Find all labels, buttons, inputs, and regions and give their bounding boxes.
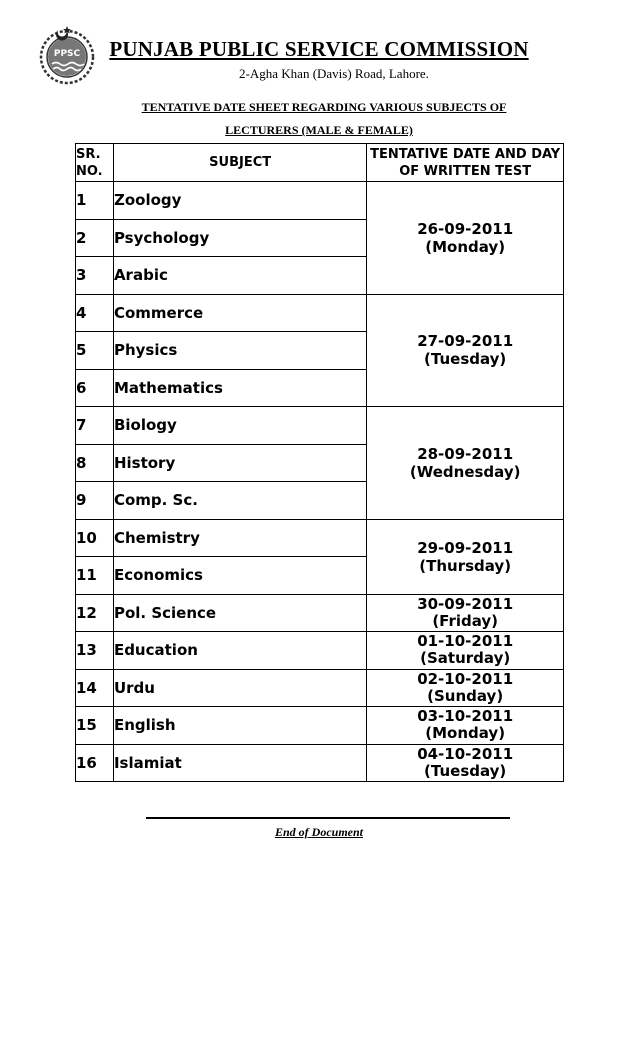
table-row (76, 632, 564, 670)
table-row (76, 294, 564, 332)
end-divider (146, 817, 510, 819)
test-date-cell (367, 294, 564, 407)
row-subject: Islamiat (113, 744, 366, 782)
test-date: 30-09-2011 (417, 594, 514, 613)
test-date-cell (367, 594, 564, 632)
row-subject: Arabic (113, 257, 366, 295)
row-number: 14 (76, 669, 114, 707)
row-subject: English (113, 707, 366, 745)
test-date: 02-10-2011 (417, 669, 514, 688)
row-number: 8 (76, 444, 114, 482)
test-date: 29-09-2011 (417, 538, 514, 557)
row-subject: Economics (113, 557, 366, 595)
row-number: 3 (76, 257, 114, 295)
table-row (76, 707, 564, 745)
test-day: (Thursday) (419, 556, 512, 575)
test-date-cell (367, 407, 564, 520)
row-number: 15 (76, 707, 114, 745)
document-heading-line1: TENTATIVE DATE SHEET REGARDING VARIOUS SUBJECTS OF (141, 100, 507, 114)
test-day: (Sunday) (427, 686, 504, 705)
test-day: (Saturday) (420, 649, 511, 668)
row-subject: Education (113, 632, 366, 670)
row-number: 13 (76, 632, 114, 670)
test-date: 27-09-2011 (417, 332, 514, 351)
test-day: (Wednesday) (409, 462, 521, 481)
row-subject: Pol. Science (113, 594, 366, 632)
row-subject: Physics (113, 332, 366, 370)
row-number: 1 (76, 182, 114, 220)
table-row (76, 744, 564, 782)
test-date-cell (367, 669, 564, 707)
test-date-cell (367, 707, 564, 745)
row-number: 12 (76, 594, 114, 632)
row-subject: Psychology (113, 219, 366, 257)
table-row (76, 407, 564, 445)
row-number: 9 (76, 482, 114, 520)
svg-text:PPSC: PPSC (53, 49, 81, 59)
row-number: 16 (76, 744, 114, 782)
test-date-cell (367, 744, 564, 782)
header-sr-no: SR. NO. (76, 144, 114, 182)
row-subject: Mathematics (113, 369, 366, 407)
row-subject: Comp. Sc. (113, 482, 366, 520)
test-date: 28-09-2011 (417, 444, 514, 463)
organization-address: 2-Agha Khan (Davis) Road, Lahore. (239, 66, 429, 81)
row-number: 7 (76, 407, 114, 445)
test-date-cell (367, 632, 564, 670)
table-header-row (76, 144, 564, 182)
test-date: 01-10-2011 (417, 632, 514, 651)
table-row (76, 182, 564, 220)
test-date-cell (367, 519, 564, 594)
test-date-cell (367, 182, 564, 295)
row-subject: History (113, 444, 366, 482)
table-row (76, 669, 564, 707)
test-date: 04-10-2011 (417, 744, 514, 763)
test-day: (Tuesday) (424, 350, 507, 369)
row-subject: Chemistry (113, 519, 366, 557)
table-row (76, 519, 564, 557)
row-number: 10 (76, 519, 114, 557)
table-row (76, 594, 564, 632)
date-sheet-table (75, 143, 564, 782)
document-heading-line2: LECTURERS (MALE & FEMALE) (225, 123, 413, 137)
header-tentative-date: TENTATIVE DATE AND DAY OF WRITTEN TEST (367, 144, 564, 182)
test-day: (Monday) (425, 724, 506, 743)
test-date: 03-10-2011 (417, 707, 514, 726)
row-number: 4 (76, 294, 114, 332)
organization-title: PUNJAB PUBLIC SERVICE COMMISSION (109, 37, 529, 61)
row-number: 11 (76, 557, 114, 595)
row-subject: Urdu (113, 669, 366, 707)
row-number: 6 (76, 369, 114, 407)
test-day: (Tuesday) (424, 761, 507, 780)
row-number: 2 (76, 219, 114, 257)
end-of-document-text: End of Document (274, 825, 363, 839)
row-number: 5 (76, 332, 114, 370)
row-subject: Commerce (113, 294, 366, 332)
header-subject: SUBJECT (113, 144, 366, 182)
test-day: (Friday) (432, 611, 499, 630)
test-date: 26-09-2011 (417, 219, 514, 238)
row-subject: Zoology (113, 182, 366, 220)
row-subject: Biology (113, 407, 366, 445)
test-day: (Monday) (425, 237, 506, 256)
